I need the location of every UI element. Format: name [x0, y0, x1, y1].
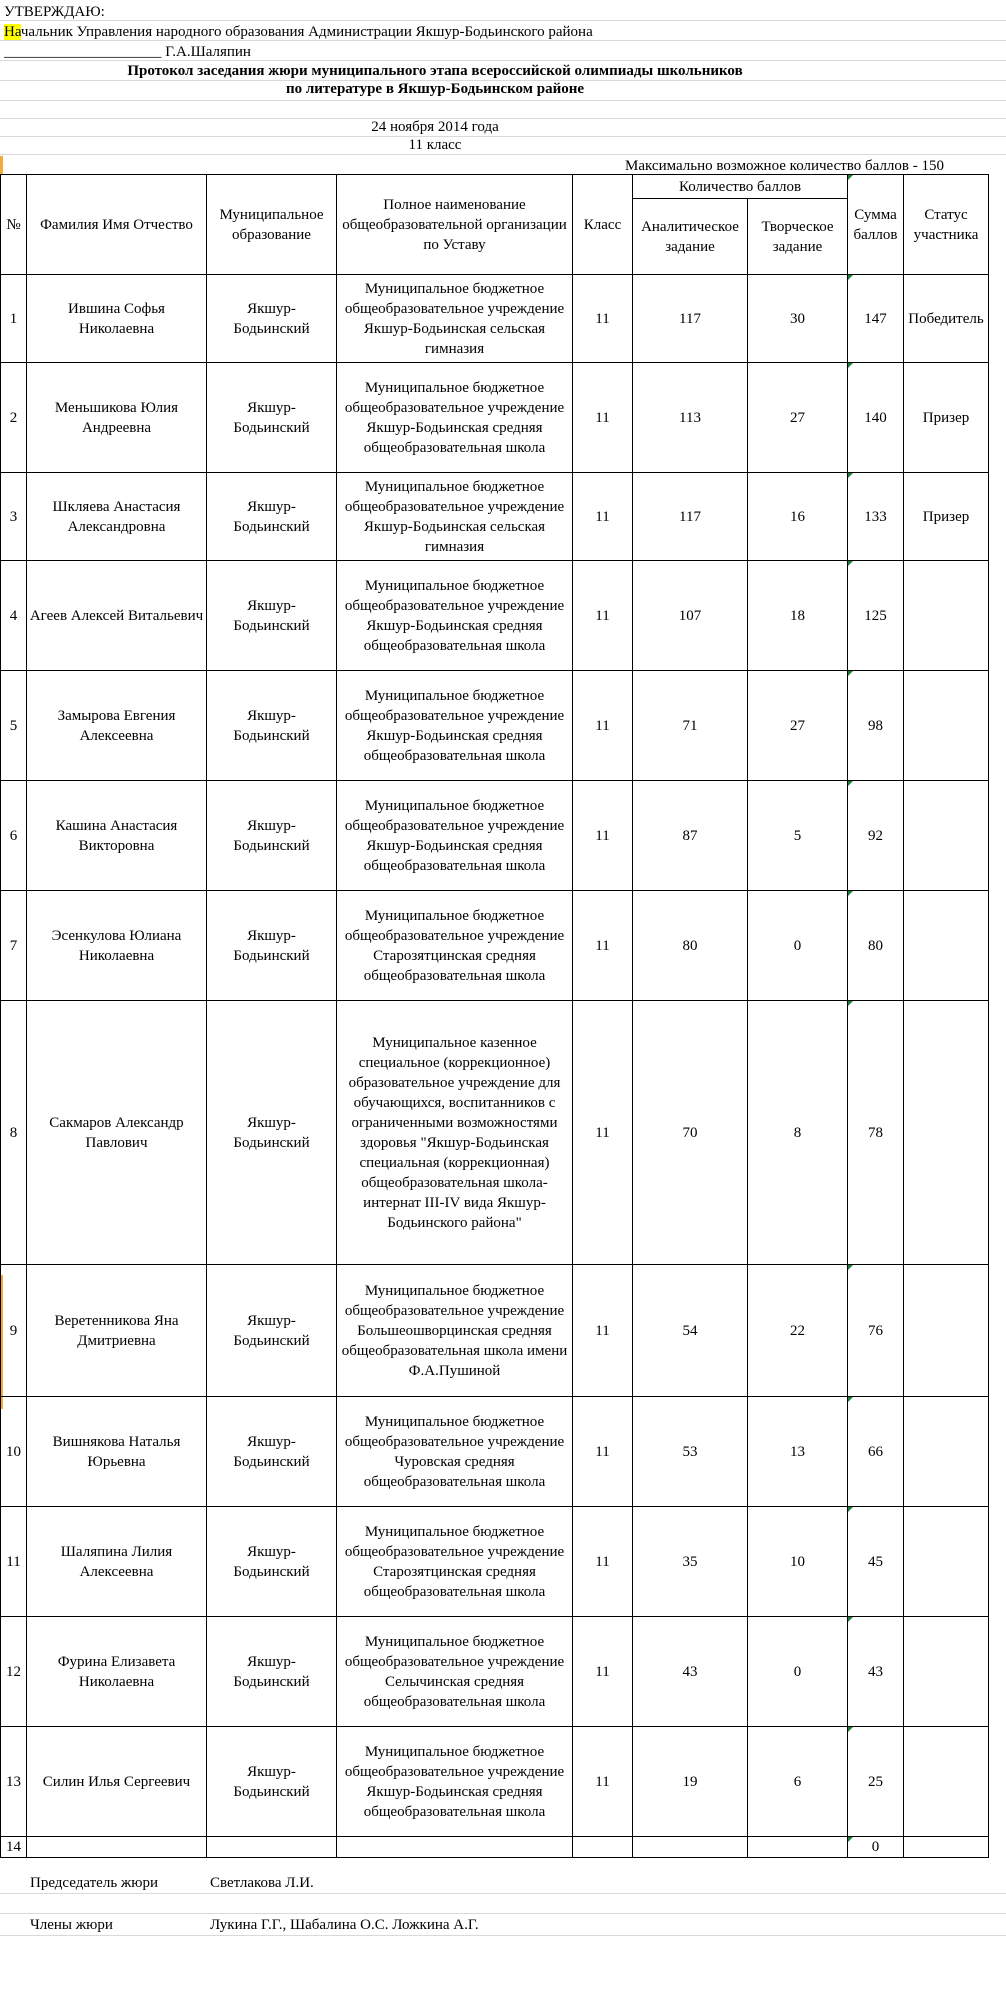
- cell-municipality: Якшур-Бодьинский: [207, 891, 337, 1001]
- cell-num: 7: [1, 891, 27, 1001]
- cell-name: Силин Илья Сергеевич: [27, 1727, 207, 1837]
- cell-school: Муниципальное бюджетное общеобразовательное учреждение Якшур-Бодьинская средняя общеобразовательная школа: [337, 781, 573, 891]
- cell-municipality: Якшур-Бодьинский: [207, 1617, 337, 1727]
- cell-municipality: Якшур-Бодьинский: [207, 1265, 337, 1397]
- cell-status: [904, 1837, 989, 1858]
- table-row: [1, 1617, 989, 1727]
- cell-num: 6: [1, 781, 27, 891]
- cell-num: 1: [1, 275, 27, 363]
- table-row: [1, 473, 989, 561]
- cell-creative: 13: [748, 1397, 848, 1507]
- protocol-date: 24 ноября 2014 года: [371, 119, 499, 135]
- col-header-school: Полное наименование общеобразовательной организации по Уставу: [337, 175, 573, 275]
- approver-position-text: чальник Управления народного образования Администрации Якшур-Бодьинского района: [20, 24, 593, 40]
- cell-status: [904, 891, 989, 1001]
- cell-status: [904, 1397, 989, 1507]
- cell-num: 12: [1, 1617, 27, 1727]
- cell-analytic: 117: [633, 275, 748, 363]
- col-header-name: Фамилия Имя Отчество: [27, 175, 207, 275]
- cell-school: Муниципальное бюджетное общеобразовательное учреждение Чуровская средняя общеобразовательная школа: [337, 1397, 573, 1507]
- cell-school: Муниципальное бюджетное общеобразовательное учреждение Якшур-Бодьинская средняя общеобразовательная школа: [337, 671, 573, 781]
- cell-analytic: 71: [633, 671, 748, 781]
- cell-class: 11: [573, 671, 633, 781]
- cell-total: 0: [848, 1837, 904, 1858]
- cell-municipality: Якшур-Бодьинский: [207, 363, 337, 473]
- jury-chair-name: Светлакова Л.И.: [210, 1875, 314, 1891]
- cell-class: 11: [573, 1397, 633, 1507]
- cell-analytic: 107: [633, 561, 748, 671]
- cell-analytic: 35: [633, 1507, 748, 1617]
- cell-status: [904, 1507, 989, 1617]
- cell-class: 11: [573, 1617, 633, 1727]
- table-row: [1, 1265, 989, 1397]
- cell-creative: 5: [748, 781, 848, 891]
- cell-school: Муниципальное бюджетное общеобразовательное учреждение Якшур-Бодьинская средняя общеобразовательная школа: [337, 1727, 573, 1837]
- cell-school: Муниципальное бюджетное общеобразовательное учреждение Старозятцинская средняя общеобразовательная школа: [337, 891, 573, 1001]
- col-header-total: Сумма баллов: [848, 175, 904, 275]
- col-header-score-group: Количество баллов: [633, 175, 848, 199]
- cell-status: [904, 1727, 989, 1837]
- approver-position: [4, 22, 593, 42]
- protocol-title-line-2: по литературе в Якшур-Бодьинском районе: [285, 81, 585, 97]
- cell-school: Муниципальное бюджетное общеобразовательное учреждение Старозятцинская средняя общеобразовательная школа: [337, 1507, 573, 1617]
- table-row: [1, 1001, 989, 1265]
- table-row: [1, 671, 989, 781]
- col-header-creative: Творческое задание: [748, 199, 848, 275]
- cell-class: 11: [573, 363, 633, 473]
- cell-creative: 0: [748, 891, 848, 1001]
- cell-class: 11: [573, 781, 633, 891]
- cell-status: Победитель: [904, 275, 989, 363]
- cell-num: 11: [1, 1507, 27, 1617]
- cell-creative: 27: [748, 363, 848, 473]
- highlighted-cell-text: На: [4, 24, 21, 40]
- cell-status: Призер: [904, 473, 989, 561]
- cell-municipality: Якшур-Бодьинский: [207, 1507, 337, 1617]
- max-score-note: Максимально возможное количество баллов - 150: [625, 158, 944, 174]
- cell-name: Кашина Анастасия Викторовна: [27, 781, 207, 891]
- cell-name: Сакмаров Александр Павлович: [27, 1001, 207, 1265]
- cell-class: 11: [573, 891, 633, 1001]
- cell-municipality: Якшур-Бодьинский: [207, 561, 337, 671]
- cell-total: 66: [848, 1397, 904, 1507]
- cell-name: Ившина Софья Николаевна: [27, 275, 207, 363]
- cell-total: 45: [848, 1507, 904, 1617]
- approver-signature: _____________________ Г.А.Шаляпин: [4, 44, 251, 60]
- cell-status: [904, 1265, 989, 1397]
- approve-label: УТВЕРЖДАЮ:: [4, 4, 105, 20]
- cell-num: 3: [1, 473, 27, 561]
- cell-class: [573, 1837, 633, 1858]
- cell-creative: 16: [748, 473, 848, 561]
- cell-creative: 10: [748, 1507, 848, 1617]
- cell-municipality: Якшур-Бодьинский: [207, 781, 337, 891]
- cell-class: 11: [573, 275, 633, 363]
- col-header-num: №: [1, 175, 27, 275]
- cell-analytic: 54: [633, 1265, 748, 1397]
- cell-creative: 22: [748, 1265, 848, 1397]
- cell-analytic: 53: [633, 1397, 748, 1507]
- col-header-status: Статус участника: [904, 175, 989, 275]
- jury-chair-label: Председатель жюри: [30, 1875, 159, 1891]
- cell-school: Муниципальное бюджетное общеобразовательное учреждение Якшур-Бодьинская сельская гимназия: [337, 275, 573, 363]
- table-row: [1, 275, 989, 363]
- results-table-body: [1, 275, 989, 1858]
- cell-name: Агеев Алексей Витальевич: [27, 561, 207, 671]
- cell-name: Вишнякова Наталья Юрьевна: [27, 1397, 207, 1507]
- cell-municipality: Якшур-Бодьинский: [207, 671, 337, 781]
- cell-status: [904, 671, 989, 781]
- cell-analytic: 113: [633, 363, 748, 473]
- cell-analytic: 19: [633, 1727, 748, 1837]
- cell-creative: 0: [748, 1617, 848, 1727]
- cell-creative: 8: [748, 1001, 848, 1265]
- cell-analytic: [633, 1837, 748, 1858]
- cell-analytic: 87: [633, 781, 748, 891]
- table-row: [1, 1397, 989, 1507]
- cell-num: 13: [1, 1727, 27, 1837]
- cell-num: 2: [1, 363, 27, 473]
- cell-school: Муниципальное бюджетное общеобразовательное учреждение Якшур-Бодьинская средняя общеобразовательная школа: [337, 561, 573, 671]
- cell-class: 11: [573, 473, 633, 561]
- col-header-analytic: Аналитическое задание: [633, 199, 748, 275]
- col-header-class: Класс: [573, 175, 633, 275]
- cell-school: Муниципальное казенное специальное (коррекционное) образовательное учреждение для обучающихся, воспитанников с ограниченными возможностями здоровья "Якшур-Бодьинская специальная (коррекционная) общеобразовательная школа-интернат III-IV вида Якшур-Бодьинского района": [337, 1001, 573, 1265]
- cell-total: 133: [848, 473, 904, 561]
- cell-total: 25: [848, 1727, 904, 1837]
- table-row: [1, 1727, 989, 1837]
- table-row: [1, 1507, 989, 1617]
- cell-total: 92: [848, 781, 904, 891]
- cell-name: Эсенкулова Юлиана Николаевна: [27, 891, 207, 1001]
- cell-class: 11: [573, 1001, 633, 1265]
- results-table: [0, 174, 989, 1858]
- cell-name: [27, 1837, 207, 1858]
- gridline: [0, 1935, 1006, 1936]
- table-row: [1, 561, 989, 671]
- cell-creative: 6: [748, 1727, 848, 1837]
- cell-name: Шкляева Анастасия Александровна: [27, 473, 207, 561]
- cell-class: 11: [573, 1727, 633, 1837]
- cell-status: [904, 781, 989, 891]
- cell-school: Муниципальное бюджетное общеобразовательное учреждение Якшур-Бодьинская сельская гимназия: [337, 473, 573, 561]
- cell-total: 76: [848, 1265, 904, 1397]
- cell-creative: 18: [748, 561, 848, 671]
- cell-name: Меньшикова Юлия Андреевна: [27, 363, 207, 473]
- cell-num: 9: [1, 1265, 27, 1397]
- protocol-title-line-1: Протокол заседания жюри муниципального этапа всероссийской олимпиады школьников: [127, 63, 743, 79]
- cell-total: 140: [848, 363, 904, 473]
- cell-analytic: 70: [633, 1001, 748, 1265]
- cell-analytic: 80: [633, 891, 748, 1001]
- table-row: [1, 1837, 989, 1858]
- cell-municipality: Якшур-Бодьинский: [207, 1397, 337, 1507]
- jury-members-label: Члены жюри: [30, 1917, 113, 1933]
- gridline: [0, 154, 1006, 155]
- cell-municipality: [207, 1837, 337, 1858]
- cell-creative: [748, 1837, 848, 1858]
- cell-num: 8: [1, 1001, 27, 1265]
- col-header-municipality: Муниципальное образование: [207, 175, 337, 275]
- cell-analytic: 43: [633, 1617, 748, 1727]
- cell-num: 14: [1, 1837, 27, 1858]
- cell-status: Призер: [904, 363, 989, 473]
- cell-creative: 30: [748, 275, 848, 363]
- cell-status: [904, 1001, 989, 1265]
- cell-school: Муниципальное бюджетное общеобразовательное учреждение Большеошворцинская средняя общеобразовательная школа имени Ф.А.Пушиной: [337, 1265, 573, 1397]
- cell-status: [904, 561, 989, 671]
- cell-total: 98: [848, 671, 904, 781]
- cell-school: [337, 1837, 573, 1858]
- cell-name: Веретенникова Яна Дмитриевна: [27, 1265, 207, 1397]
- cell-total: 78: [848, 1001, 904, 1265]
- cell-total: 43: [848, 1617, 904, 1727]
- cell-marker: [0, 156, 3, 174]
- cell-creative: 27: [748, 671, 848, 781]
- cell-name: Шаляпина Лилия Алексеевна: [27, 1507, 207, 1617]
- cell-school: Муниципальное бюджетное общеобразовательное учреждение Якшур-Бодьинская средняя общеобразовательная школа: [337, 363, 573, 473]
- cell-municipality: Якшур-Бодьинский: [207, 1727, 337, 1837]
- cell-num: 10: [1, 1397, 27, 1507]
- cell-total: 125: [848, 561, 904, 671]
- cell-municipality: Якшур-Бодьинский: [207, 473, 337, 561]
- cell-school: Муниципальное бюджетное общеобразовательное учреждение Селычинская средняя общеобразовательная школа: [337, 1617, 573, 1727]
- cell-municipality: Якшур-Бодьинский: [207, 1001, 337, 1265]
- gridline: [0, 1893, 1006, 1894]
- gridline: [0, 100, 1006, 101]
- cell-total: 80: [848, 891, 904, 1001]
- gridline: [0, 20, 1006, 21]
- cell-total: 147: [848, 275, 904, 363]
- cell-name: Фурина Елизавета Николаевна: [27, 1617, 207, 1727]
- protocol-grade: 11 класс: [408, 137, 462, 153]
- cell-class: 11: [573, 1265, 633, 1397]
- table-row: [1, 363, 989, 473]
- cell-num: 5: [1, 671, 27, 781]
- cell-name: Замырова Евгения Алексеевна: [27, 671, 207, 781]
- table-row: [1, 891, 989, 1001]
- cell-analytic: 117: [633, 473, 748, 561]
- cell-num: 4: [1, 561, 27, 671]
- cell-class: 11: [573, 1507, 633, 1617]
- jury-members-names: Лукина Г.Г., Шабалина О.С. Ложкина А.Г.: [210, 1917, 479, 1933]
- cell-class: 11: [573, 561, 633, 671]
- table-row: [1, 781, 989, 891]
- cell-status: [904, 1617, 989, 1727]
- gridline: [0, 1913, 1006, 1914]
- cell-municipality: Якшур-Бодьинский: [207, 275, 337, 363]
